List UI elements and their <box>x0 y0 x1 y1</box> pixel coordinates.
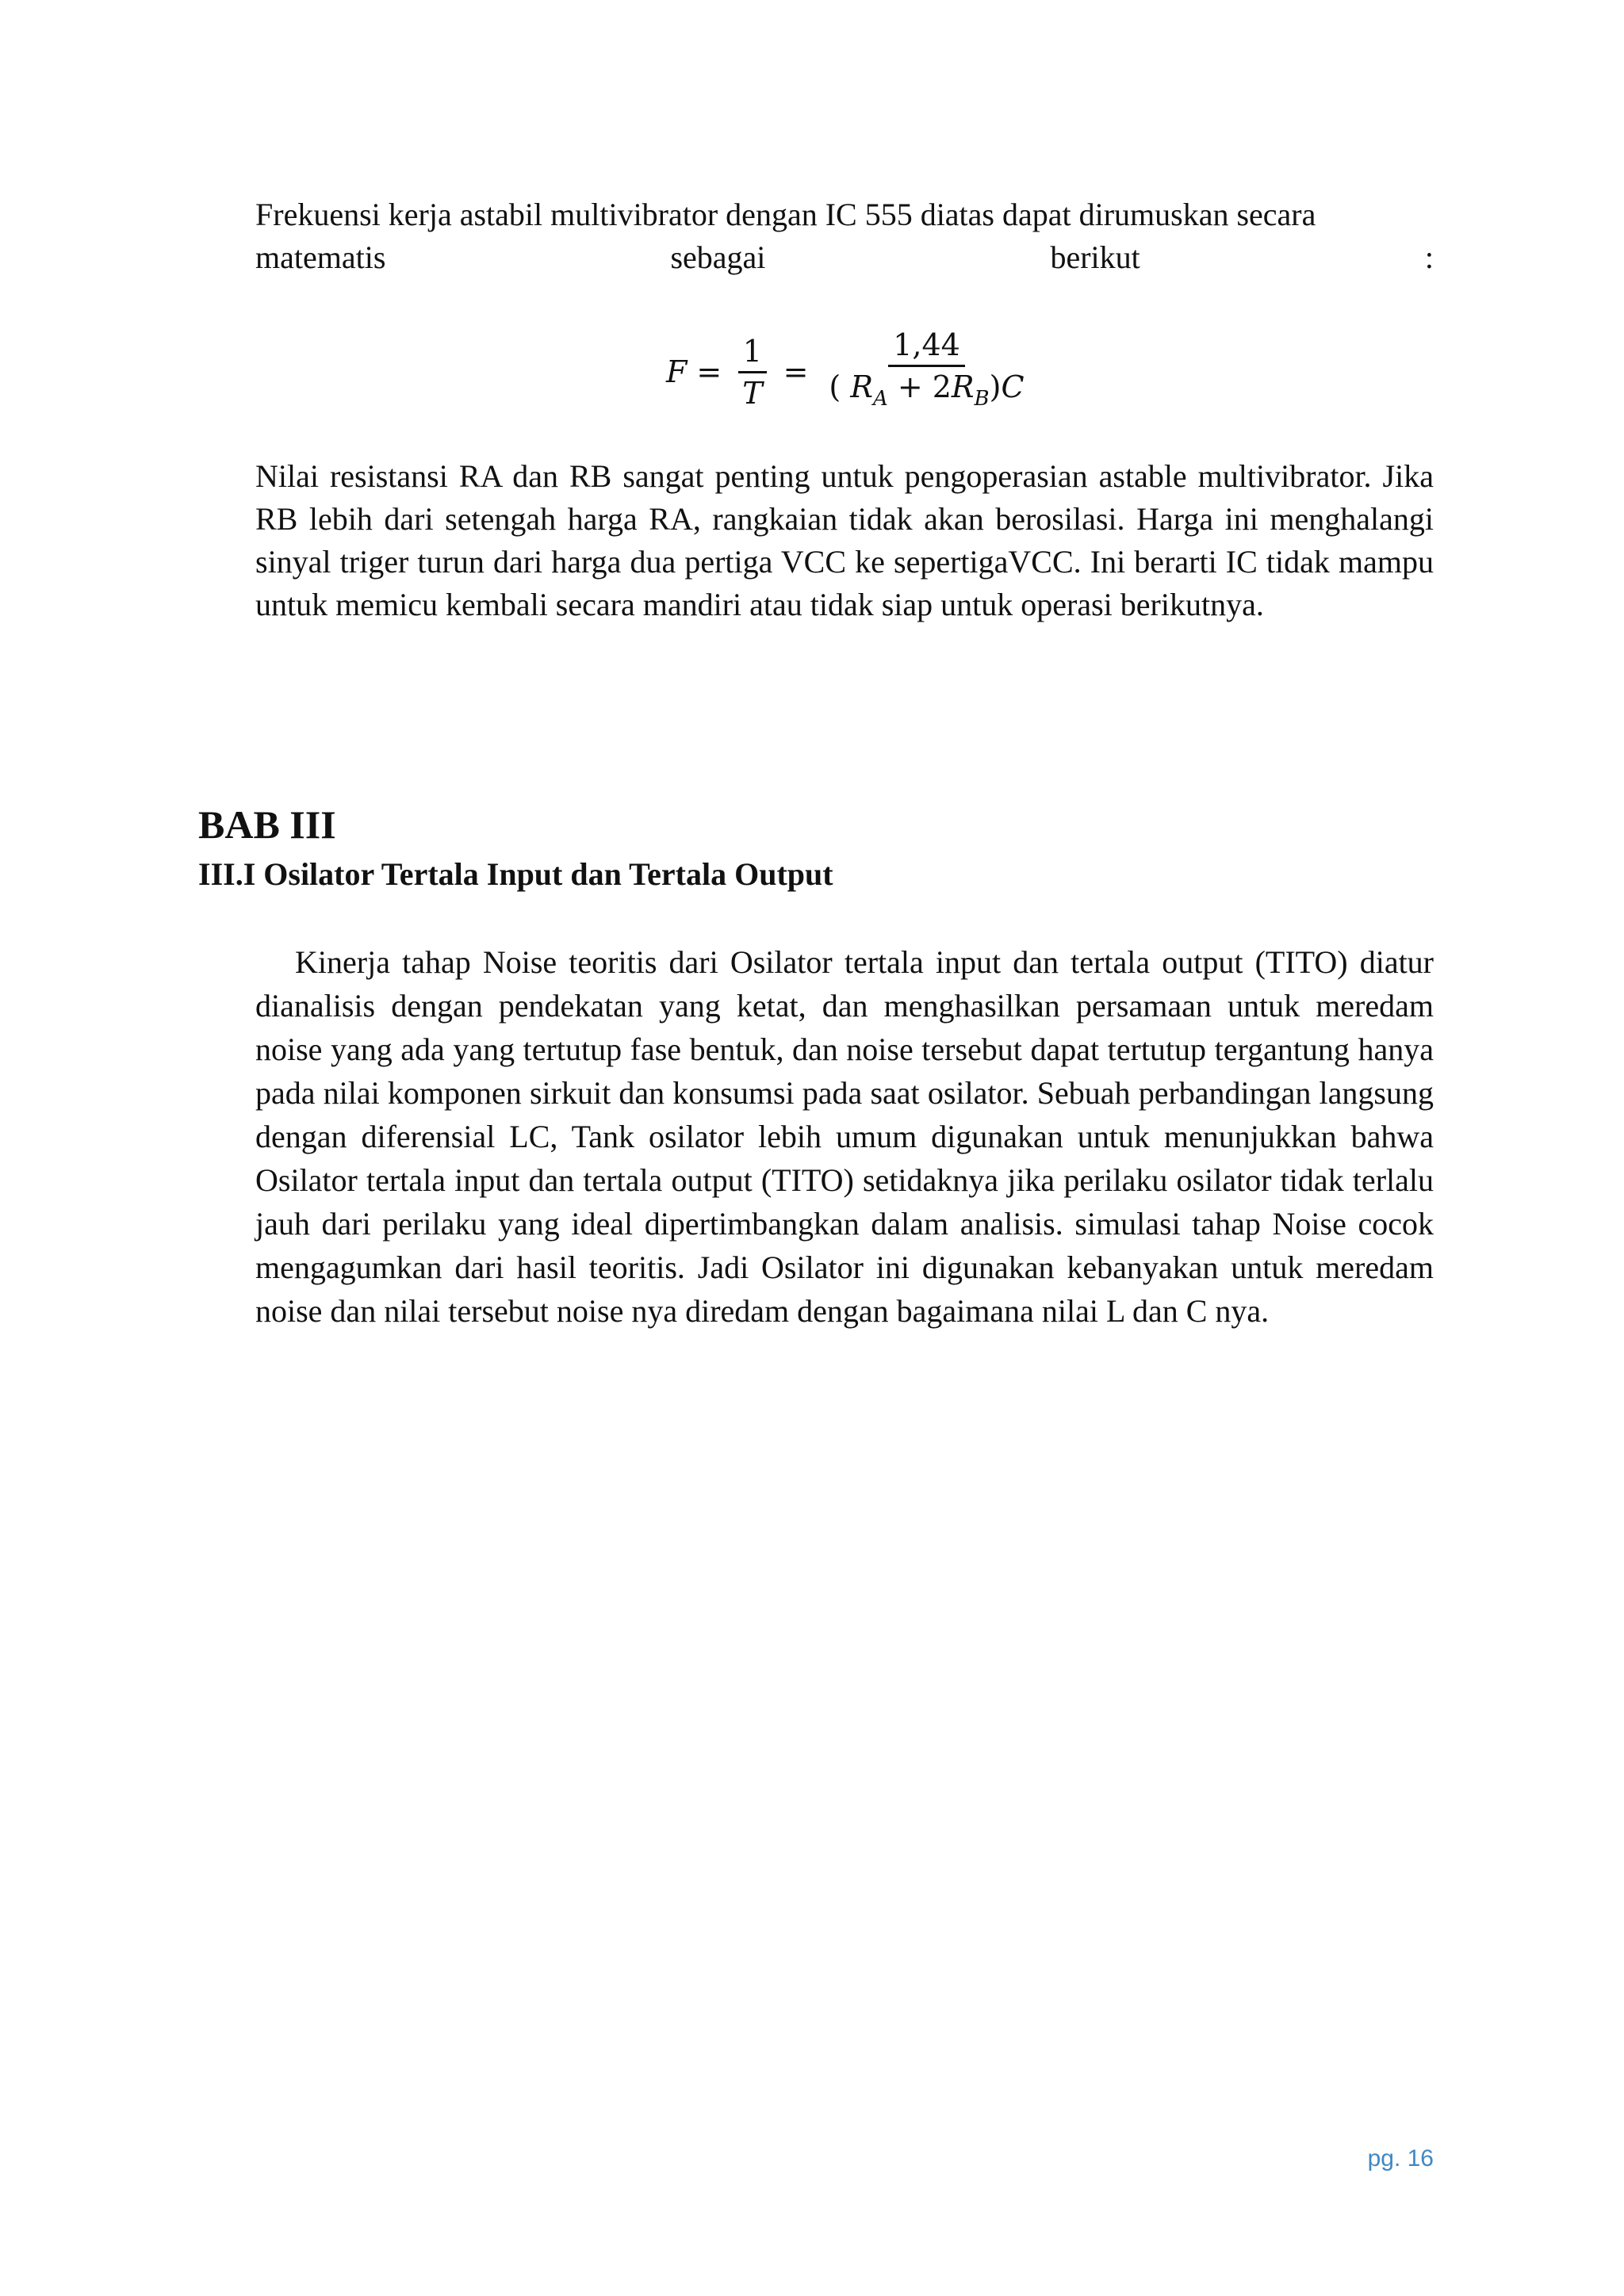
page-number: pg. 16 <box>1367 2145 1434 2172</box>
resistor-b-subscript: B <box>974 387 990 411</box>
paren-open: ( <box>829 369 851 404</box>
resistor-a-symbol: R <box>850 369 873 404</box>
intro-line-1: Frekuensi kerja astabil multivibrator dengan IC 555 diatas dapat dirumuskan secara <box>255 197 1316 232</box>
fraction-1-denominator: T <box>742 375 763 411</box>
intro-word: matematis <box>255 239 386 275</box>
formula-equals: = <box>696 354 722 389</box>
intro-word: sebagai <box>670 239 766 275</box>
fraction-2-denominator <box>824 367 1028 419</box>
formula-fraction-1 <box>737 331 767 413</box>
resistor-b-symbol: R <box>951 369 975 404</box>
fraction-1-numerator: 1 <box>738 331 767 373</box>
intro-line-2 <box>255 236 1434 279</box>
paren-close: ) <box>989 369 1002 404</box>
section-title: III.I Osilator Tertala Input dan Tertala Output <box>198 856 833 892</box>
formula-equals: = <box>783 354 809 389</box>
intro-word: : <box>1424 239 1434 275</box>
formula-fraction-2 <box>824 325 1028 419</box>
capacitor-symbol: C <box>1001 369 1025 404</box>
intro-word: berikut <box>1050 239 1140 275</box>
resistor-a-subscript: A <box>872 387 888 411</box>
formula-lhs: F <box>666 354 688 389</box>
frequency-formula <box>666 320 1036 423</box>
plus-sign: + <box>887 369 933 404</box>
fraction-2-numerator: 1,44 <box>888 325 965 367</box>
chapter-title: BAB III <box>198 802 336 847</box>
tito-paragraph: Kinerja tahap Noise teoritis dari Osilator tertala input dan tertala output (TITO) diatur dianalisis dengan pendekatan yang ketat, dan menghasilkan persamaan untuk meredam noise yang ada yang tertutup fase bentuk, dan noise tersebut dapat tertutup tergantung hanya pada nilai komponen sirkuit dan konsumsi pada saat osilator. Sebuah perbandingan langsung dengan diferensial LC, Tank osilator lebih umum digunakan untuk menunjukkan bahwa Osilator tertala input dan tertala output (TITO) setidaknya jika perilaku osilator tidak terlalu jauh dari perilaku yang ideal dipertimbangkan dalam analisis. simulasi tahap Noise cocok mengagumkan dari hasil teoritis. Jadi Osilator ini digunakan kebanyakan untuk meredam noise dan nilai tersebut noise nya diredam dengan bagaimana nilai L dan C nya. <box>255 944 1434 1329</box>
resistance-paragraph: Nilai resistansi RA dan RB sangat penting untuk pengoperasian astable multivibrator. Jika RB lebih dari setengah harga RA, rangkaian tidak akan berosilasi. Harga ini menghalangi sinyal triger turun dari harga dua pertiga VCC ke sepertigaVCC. Ini berarti IC tidak mampu untuk memicu kembali secara mandiri atau tidak siap untuk operasi berikutnya. <box>255 458 1434 622</box>
rb-coefficient: 2 <box>932 369 952 404</box>
intro-paragraph <box>255 193 1434 279</box>
